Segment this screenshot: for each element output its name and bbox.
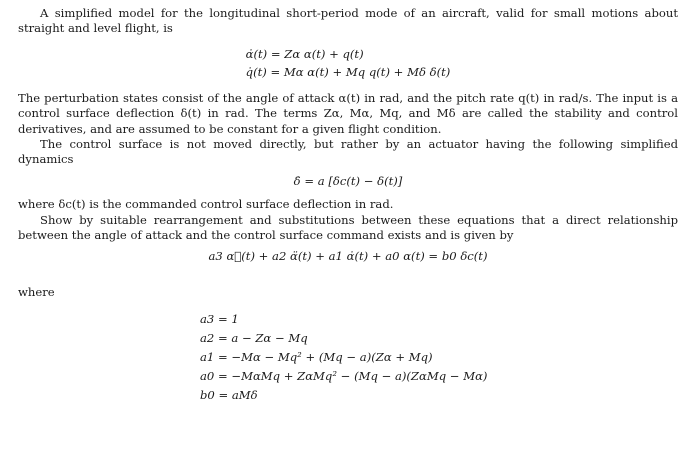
q-dot-equation: q̇(t) = Mα α(t) + Mq q(t) + Mδ δ(t) bbox=[245, 64, 451, 79]
task-paragraph: Show by suitable rearrangement and substitutions between these equations that a direct relationship between the angle of attack and the control surface command exists and is given by bbox=[18, 212, 678, 243]
state-equations bbox=[18, 45, 678, 81]
where-label: where bbox=[18, 284, 55, 299]
actuator-paragraph: The control surface is not moved directly, but rather by an actuator having the following simplified dynamics bbox=[18, 137, 678, 167]
relationship-equation: a3 α⃛(t) + a2 α̈(t) + a1 α̇(t) + a0 α(t) = b0 δc(t) bbox=[208, 249, 488, 264]
coefficient-a0: a0 = −MαMq + ZαMq² − (Mq − a)(ZαMq − Mα) bbox=[200, 369, 488, 384]
commanded-paragraph: where δc(t) is the commanded control surface deflection in rad. bbox=[18, 197, 394, 212]
document-page bbox=[18, 6, 678, 405]
alpha-dot-equation: α̇(t) = Zα α(t) + q(t) bbox=[245, 46, 364, 61]
coefficient-a3: a3 = 1 bbox=[200, 312, 239, 327]
states-paragraph: The perturbation states consist of the angle of attack α(t) in rad, and the pitch rate q(t) in rad/s. The input is a control surface deflection δ(t) in rad. The terms Zα, Mα, Mq, and Mδ are called the stability and control derivatives, and are assumed to be constant for a given flight condition. bbox=[18, 90, 678, 136]
intro-paragraph: A simplified model for the longitudinal short-period mode of an aircraft, valid for small motions about straight and level flight, is bbox=[18, 6, 678, 36]
coefficient-b0: b0 = aMδ bbox=[200, 388, 258, 403]
coefficient-a2: a2 = a − Zα − Mq bbox=[200, 331, 308, 346]
coefficient-list bbox=[200, 310, 678, 405]
actuator-equation: δ̇ = a [δc(t) − δ(t)] bbox=[293, 173, 403, 188]
coefficient-a1: a1 = −Mα − Mq² + (Mq − a)(Zα + Mq) bbox=[200, 350, 433, 365]
